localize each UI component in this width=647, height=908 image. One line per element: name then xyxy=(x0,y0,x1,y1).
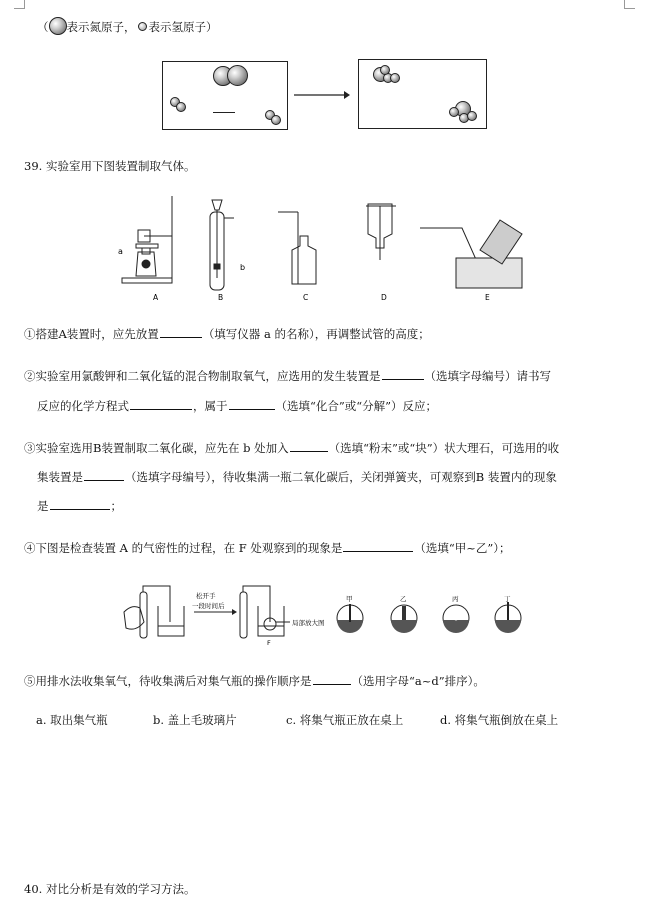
hydrogen-atom xyxy=(467,111,477,121)
answer-blank[interactable] xyxy=(313,673,351,685)
reaction-arrow xyxy=(292,88,352,102)
legend-nitrogen-text: 表示氮原子， xyxy=(66,20,136,34)
apparatus-label-a: A xyxy=(153,293,159,302)
corner-mark-right xyxy=(624,0,635,9)
label-jia: 甲 xyxy=(346,595,353,603)
apparatus-a xyxy=(122,196,172,283)
label-ding: 丁 xyxy=(504,595,511,603)
q39-part-2-line-2: 反应的化学方程式 ，属于 （选填“化合”或“分解”）反应； xyxy=(37,399,438,413)
answer-blank[interactable] xyxy=(382,368,424,380)
zoom-circle-yi xyxy=(391,605,417,633)
zoom-circle-jia xyxy=(337,604,363,633)
zoom-circle-bing xyxy=(443,605,469,633)
hand-holding-tube xyxy=(124,586,184,638)
reactants-box xyxy=(162,61,288,130)
apparatus-label-b: B xyxy=(218,293,224,302)
question-39-title: 39. 实验室用下图装置制取气体。 xyxy=(24,159,196,173)
answer-blank[interactable] xyxy=(343,540,413,552)
q39-part-3-line-3: 是 ； xyxy=(37,499,122,513)
release-hand-label: 松开手 xyxy=(196,592,216,600)
label-f: F xyxy=(267,639,271,646)
label-b: b xyxy=(240,263,246,272)
q39-part-4: ④下图是检查装置 A 的气密性的过程，在 F 处观察到的现象是 （选填“甲~乙”）； xyxy=(24,541,511,555)
zoom-label: 局部放大图 xyxy=(292,619,325,627)
zoom-circle-ding xyxy=(495,602,521,633)
hydrogen-atom xyxy=(271,115,281,125)
plus-dash xyxy=(213,112,235,113)
nitrogen-atom-icon xyxy=(49,17,67,35)
option-c: c. 将集气瓶正放在桌上 xyxy=(286,713,404,727)
airtightness-figure xyxy=(118,582,528,646)
q39-part-3-line-2: 集装置是 （选填字母编号），待收集满一瓶二氧化碳后，关闭弹簧夹，可观察到B 装置内的现象 xyxy=(37,470,557,484)
apparatus-label-c: C xyxy=(303,293,309,302)
apparatus-d xyxy=(366,204,396,260)
label-a: a xyxy=(118,247,123,256)
hydrogen-atom xyxy=(390,73,400,83)
apparatus-label-e: E xyxy=(485,293,490,302)
hydrogen-atom xyxy=(449,107,459,117)
apparatus-label-d: D xyxy=(381,293,387,302)
answer-blank[interactable] xyxy=(50,498,110,510)
q39-part-3-line-1: ③实验室选用B装置制取二氧化碳，应先在 b 处加入 （选填“粉末”或“块”）状大理石，可选用的收 xyxy=(24,441,560,455)
apparatus-c xyxy=(278,212,316,284)
q39-part-5: ⑤用排水法收集氧气，待收集满后对集气瓶的操作顺序是 （选用字母“a~d”排序）。 xyxy=(24,674,485,688)
apparatus-figure xyxy=(110,190,540,305)
answer-blank[interactable] xyxy=(130,398,192,410)
hydrogen-atom xyxy=(380,65,390,75)
answer-blank[interactable] xyxy=(84,469,124,481)
option-a: a. 取出集气瓶 xyxy=(36,713,108,727)
legend-hydrogen-text: 表示氢原子） xyxy=(148,20,218,34)
nitrogen-atom xyxy=(227,65,248,86)
q39-part-2-line-1: ②实验室用氯酸钾和二氧化锰的混合物制取氧气，应选用的发生装置是 （选填字母编号）请书写 xyxy=(24,369,551,383)
corner-mark-left xyxy=(14,0,25,9)
option-b: b. 盖上毛玻璃片 xyxy=(153,713,237,727)
apparatus-e xyxy=(420,220,522,288)
products-box xyxy=(358,59,487,129)
option-d: d. 将集气瓶倒放在桌上 xyxy=(440,713,559,727)
tube-after-release xyxy=(240,586,284,638)
legend-open-paren: （ xyxy=(37,20,49,34)
label-bing: 丙 xyxy=(452,595,459,603)
q39-part-1: ①搭建A装置时，应先放置 （填写仪器 a 的名称），再调整试管的高度； xyxy=(24,327,430,341)
hydrogen-atom-icon xyxy=(138,22,147,31)
label-yi: 乙 xyxy=(400,595,407,603)
apparatus-b xyxy=(210,200,234,290)
question-40-title: 40. 对比分析是有效的学习方法。 xyxy=(24,882,196,896)
answer-blank[interactable] xyxy=(160,326,202,338)
hydrogen-atom xyxy=(176,102,186,112)
answer-blank[interactable] xyxy=(290,440,328,452)
legend-line xyxy=(37,17,218,35)
answer-blank[interactable] xyxy=(229,398,275,410)
after-time-label: 一段时间后 xyxy=(192,602,225,610)
